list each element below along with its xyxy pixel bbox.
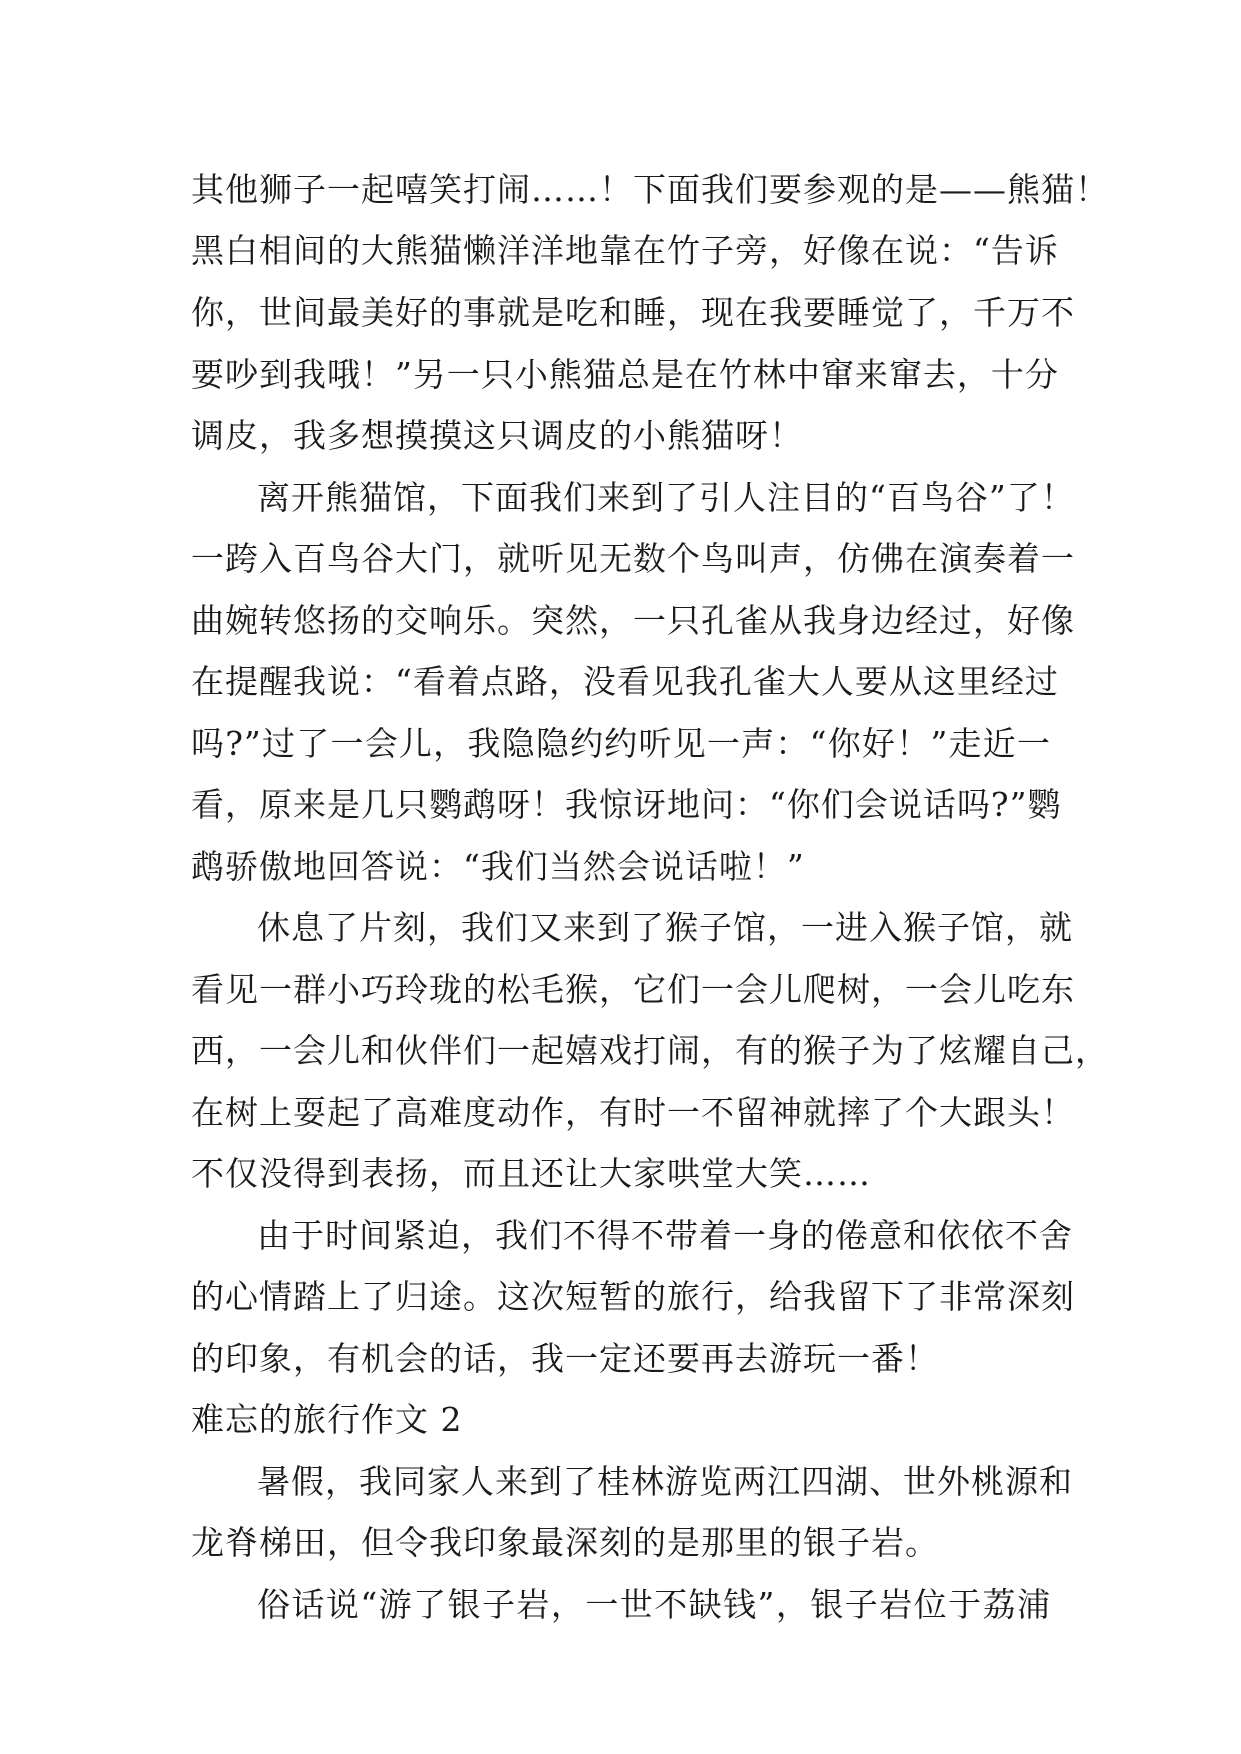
- paragraph-line: 调皮，我多想摸摸这只调皮的小熊猫呀！: [191, 416, 803, 455]
- paragraph-line: 曲婉转悠扬的交响乐。突然，一只孔雀从我身边经过，好像: [191, 601, 1075, 640]
- paragraph-line: 不仅没得到表扬，而且还让大家哄堂大笑……: [191, 1154, 871, 1193]
- paragraph-line: 鹉骄傲地回答说：“我们当然会说话啦！”: [191, 847, 805, 886]
- paragraph-line: 的心情踏上了归途。这次短暂的旅行，给我留下了非常深刻: [191, 1277, 1075, 1316]
- paragraph-line: 龙脊梯田，但令我印象最深刻的是那里的银子岩。: [191, 1523, 939, 1562]
- paragraph-line: 的印象，有机会的话，我一定还要再去游玩一番！: [191, 1339, 939, 1378]
- paragraph-line: 西，一会儿和伙伴们一起嬉戏打闹，有的猴子为了炫耀自己，: [191, 1031, 1109, 1070]
- paragraph-line: 在提醒我说：“看着点路，没看见我孔雀大人要从这里经过: [191, 662, 1059, 701]
- paragraph-line: 看，原来是几只鹦鹉呀！我惊讶地问：“你们会说话吗?”鹦: [191, 785, 1062, 824]
- paragraph-line: 俗话说“游了银子岩，一世不缺钱”，银子岩位于荔浦: [257, 1585, 1051, 1624]
- paragraph-line: 由于时间紧迫，我们不得不带着一身的倦意和依依不舍: [257, 1216, 1073, 1255]
- paragraph-line: 一跨入百鸟谷大门，就听见无数个鸟叫声，仿佛在演奏着一: [191, 539, 1075, 578]
- paragraph-line: 黑白相间的大熊猫懒洋洋地靠在竹子旁，好像在说：“告诉: [191, 231, 1059, 270]
- paragraph-line: 休息了片刻，我们又来到了猴子馆，一进入猴子馆，就: [257, 908, 1073, 947]
- paragraph-line: 暑假，我同家人来到了桂林游览两江四湖、世外桃源和: [257, 1462, 1073, 1501]
- section-heading: 难忘的旅行作文 2: [191, 1400, 463, 1439]
- paragraph-line: 吗?”过了一会儿，我隐隐约约听见一声：“你好！”走近一: [191, 724, 1051, 763]
- paragraph-line: 看见一群小巧玲珑的松毛猴，它们一会儿爬树，一会儿吃东: [191, 970, 1075, 1009]
- paragraph-line: 离开熊猫馆，下面我们来到了引人注目的“百鸟谷”了！: [257, 478, 1075, 517]
- paragraph-line: 你，世间最美好的事就是吃和睡，现在我要睡觉了，千万不: [191, 293, 1075, 332]
- paragraph-line: 其他狮子一起嘻笑打闹……！下面我们要参观的是——熊猫！: [191, 170, 1109, 209]
- paragraph-line: 要吵到我哦！”另一只小熊猫总是在竹林中窜来窜去，十分: [191, 355, 1059, 394]
- paragraph-line: 在树上耍起了高难度动作，有时一不留神就摔了个大跟头！: [191, 1093, 1075, 1132]
